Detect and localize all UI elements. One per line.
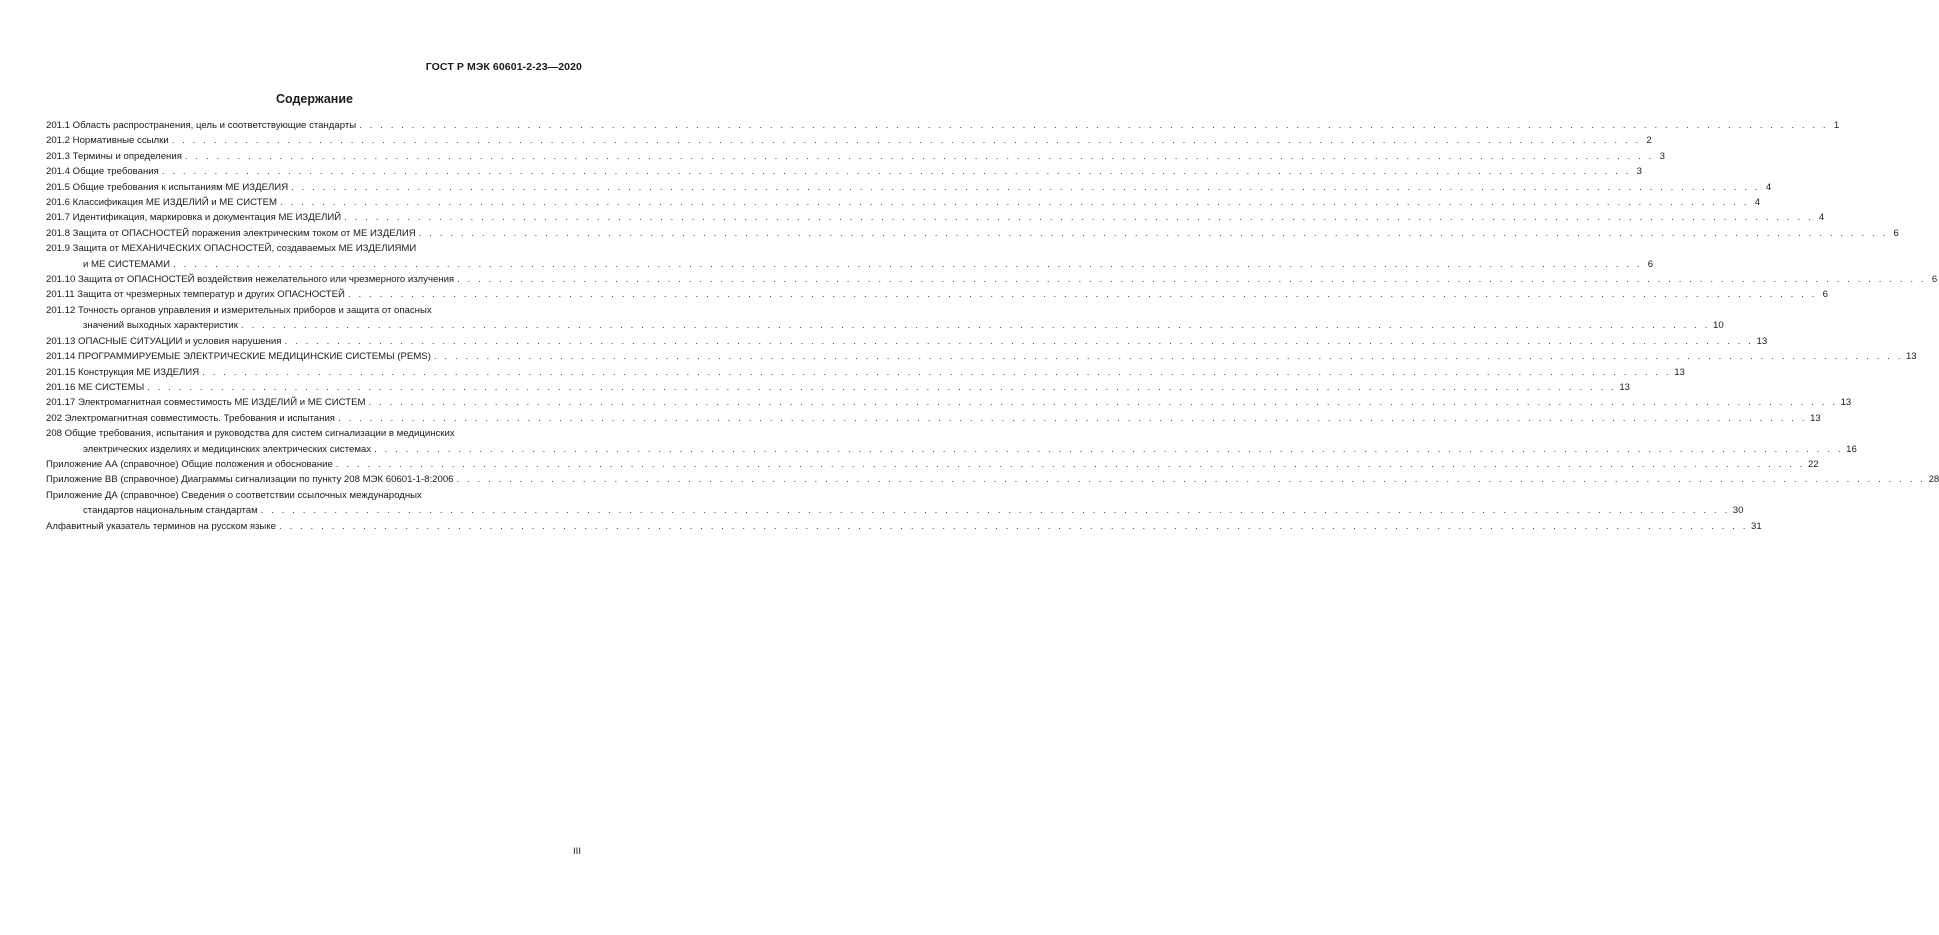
toc-entry-text: 201.10 Защита от ОПАСНОСТЕЙ воздействия нежелательного или чрезмерного излучения [46, 274, 455, 286]
toc-page-number: 13 [1756, 335, 1768, 347]
dot-leader: . . . . . . . . . . . . . . . . . . . . . . . . . . . . . . . . . . . . . . . . . . . . . . . . . . . . . . . . . . . . . . . . . . . . . . . . . . . . . . . . . . . . . . . . . . . . . . . . . . . . . . . . . . . . . . . . . . . . . . . . . . . . . . . . . . . . . . . . . . . . [418, 227, 1888, 239]
toc-entry-text: Алфавитный указатель терминов на русском языке [46, 520, 276, 532]
dot-leader: . . . . . . . . . . . . . . . . . . . . . . . . . . . . . . . . . . . . . . . . . . . . . . . . . . . . . . . . . . . . . . . . . . . . . . . . . . . . . . . . . . . . . . . . . . . . . . . . . . . . . . . . . . . . . . . . . . . . . . . . . . . . . . . . . . . . . . . . . . . . [202, 366, 1672, 378]
toc-page-number: 31 [1751, 520, 1762, 532]
toc-entry [46, 133, 1652, 148]
toc-entry-text: значений выходных характеристик [83, 320, 238, 332]
toc-entry [46, 303, 1724, 334]
toc-entry-text: 201.6 Классификация МЕ ИЗДЕЛИЙ и МЕ СИСТЕМ [46, 197, 278, 209]
toc-entry [46, 180, 1772, 195]
toc-entry [46, 380, 1630, 395]
dot-leader: . . . . . . . . . . . . . . . . . . . . . . . . . . . . . . . . . . . . . . . . . . . . . . . . . . . . . . . . . . . . . . . . . . . . . . . . . . . . . . . . . . . . . . . . . . . . . . . . . . . . . . . . . . . . . . . . . . . . . . . . . . . . . . . . . . . . . . . . . . . . [184, 150, 1654, 162]
dot-leader: . . . . . . . . . . . . . . . . . . . . . . . . . . . . . . . . . . . . . . . . . . . . . . . . . . . . . . . . . . . . . . . . . . . . . . . . . . . . . . . . . . . . . . . . . . . . . . . . . . . . . . . . . . . . . . . . . . . . . . . . . . . . . . . . . . . . . . . . . . . . [368, 397, 1838, 409]
toc-entry-text: 201.5 Общие требования к испытаниям МЕ ИЗДЕЛИЯ [46, 181, 289, 193]
dot-leader: . . . . . . . . . . . . . . . . . . . . . . . . . . . . . . . . . . . . . . . . . . . . . . . . . . . . . . . . . . . . . . . . . . . . . . . . . . . . . . . . . . . . . . . . . . . . . . . . . . . . . . . . . . . . . . . . . . . . . . . . . . . . . . . . . . . . . . . . . . . . [338, 412, 1808, 424]
toc-page-number: 13 [1840, 397, 1852, 409]
dot-leader: . . . . . . . . . . . . . . . . . . . . . . . . . . . . . . . . . . . . . . . . . . . . . . . . . . . . . . . . . . . . . . . . . . . . . . . . . . . . . . . . . . . . . . . . . . . . . . . . . . . . . . . . . . . . . . . . . . . . . . . . . . . . . . . . . . . . . . . . . . . . [284, 335, 1754, 347]
dot-leader: . . . . . . . . . . . . . . . . . . . . . . . . . . . . . . . . . . . . . . . . . . . . . . . . . . . . . . . . . . . . . . . . . . . . . . . . . . . . . . . . . . . . . . . . . . . . . . . . . . . . . . . . . . . . . . . . . . . . . . . . . . . . . . . . . . . . . . . . . . . . [335, 458, 1805, 470]
toc-entry [46, 149, 1665, 164]
toc-page-number: 13 [1674, 366, 1685, 378]
toc-entry-text: 202 Электромагнитная совместимость. Требования и испытания [46, 412, 335, 424]
toc-entry-text: 201.1 Область распространения, цель и соответствующие стандарты [46, 120, 357, 131]
toc-entry-text: 208 Общие требования, испытания и руководства для систем сигнализации в медицинских [46, 428, 455, 440]
toc-entry [46, 195, 1761, 210]
toc-entry [46, 164, 1642, 179]
toc-entry-text: 201.13 ОПАСНЫЕ СИТУАЦИИ и условия нарушения [46, 335, 282, 347]
toc-entry [46, 334, 1768, 349]
toc-page-number: 16 [1846, 443, 1857, 455]
toc-entry-text: Приложение ДА (справочное) Сведения о соответствии ссылочных международных [46, 489, 422, 501]
dot-leader: . . . . . . . . . . . . . . . . . . . . . . . . . . . . . . . . . . . . . . . . . . . . . . . . . . . . . . . . . . . . . . . . . . . . . . . . . . . . . . . . . . . . . . . . . . . . . . . . . . . . . . . . . . . . . . . . . . . . . . . . . . . . . . . . . . . . . . . . . . . . [374, 443, 1844, 455]
toc-page-number: 13 [1810, 412, 1821, 424]
toc-page-number: 28 [1928, 474, 1939, 486]
toc-entry-text: 201.17 Электромагнитная совместимость МЕ ИЗДЕЛИЙ и МЕ СИСТЕМ [46, 397, 366, 409]
toc-entry-text: 201.8 Защита от ОПАСНОСТЕЙ поражения электрическим током от МЕ ИЗДЕЛИЯ [46, 227, 416, 239]
toc-page-number: 13 [1619, 381, 1630, 393]
dot-leader: . . . . . . . . . . . . . . . . . . . . . . . . . . . . . . . . . . . . . . . . . . . . . . . . . . . . . . . . . . . . . . . . . . . . . . . . . . . . . . . . . . . . . . . . . . . . . . . . . . . . . . . . . . . . . . . . . . . . . . . . . . . . . . . . . . . . . . . . . . . . [260, 505, 1730, 517]
toc-page-number: 6 [1822, 289, 1828, 301]
toc-entry [46, 365, 1685, 380]
toc-page-number: 4 [1754, 197, 1761, 209]
toc-entry [46, 241, 1654, 272]
toc-entry [46, 287, 1828, 302]
toc-entry-text: Приложение АА (справочное) Общие положения и обоснование [46, 458, 333, 470]
document-code: ГОСТ Р МЭК 60601-2-23—2020 [425, 61, 582, 73]
toc-entry [46, 272, 1938, 287]
toc-title: Содержание [275, 92, 353, 106]
toc-entry-text: 201.12 Точность органов управления и измерительных приборов и защита от опасных [46, 304, 432, 316]
dot-leader: . . . . . . . . . . . . . . . . . . . . . . . . . . . . . . . . . . . . . . . . . . . . . . . . . . . . . . . . . . . . . . . . . . . . . . . . . . . . . . . . . . . . . . . . . . . . . . . . . . . . . . . . . . . . . . . . . . . . . . . . . . . . . . . . . . . . . . . . . . . . [161, 166, 1631, 178]
toc-page-number: 2 [1646, 135, 1652, 147]
dot-leader: . . . . . . . . . . . . . . . . . . . . . . . . . . . . . . . . . . . . . . . . . . . . . . . . . . . . . . . . . . . . . . . . . . . . . . . . . . . . . . . . . . . . . . . . . . . . . . . . . . . . . . . . . . . . . . . . . . . . . . . . . . . . . . . . . . . . . . . . . . . . [291, 181, 1761, 193]
toc-entry-text: 201.16 МЕ СИСТЕМЫ [46, 381, 145, 393]
toc-page-number: 3 [1636, 166, 1642, 178]
toc-entry-text: 201.7 Идентификация, маркировка и документация МЕ ИЗДЕЛИЙ [46, 212, 342, 224]
toc-entry-text: 201.15 Конструкция МЕ ИЗДЕЛИЯ [46, 366, 200, 378]
dot-leader: . . . . . . . . . . . . . . . . . . . . . . . . . . . . . . . . . . . . . . . . . . . . . . . . . . . . . . . . . . . . . . . . . . . . . . . . . . . . . . . . . . . . . . . . . . . . . . . . . . . . . . . . . . . . . . . . . . . . . . . . . . . . . . . . . . . . . . . . . . . . [280, 197, 1750, 209]
toc-entry-text: 201.3 Термины и определения [46, 150, 182, 162]
toc-entry [46, 519, 1762, 534]
toc-entry [46, 210, 1825, 225]
toc-entry-text: и МЕ СИСТЕМАМИ [83, 258, 171, 270]
toc-page-number: 4 [1818, 212, 1825, 224]
toc-entry [46, 457, 1819, 472]
toc-page-number: 6 [1647, 258, 1654, 270]
dot-leader: . . . . . . . . . . . . . . . . . . . . . . . . . . . . . . . . . . . . . . . . . . . . . . . . . . . . . . . . . . . . . . . . . . . . . . . . . . . . . . . . . . . . . . . . . . . . . . . . . . . . . . . . . . . . . . . . . . . . . . . . . . . . . . . . . . . . . . . . . . . . [433, 351, 1903, 363]
toc-entry [46, 395, 1852, 410]
toc-entry-text: 201.11 Защита от чрезмерных температур и других ОПАСНОСТЕЙ [46, 289, 345, 301]
toc-page-number: 10 [1713, 320, 1724, 332]
toc-entry [46, 488, 1744, 519]
toc-entry [46, 472, 1939, 487]
toc-entry-text: 201.14 ПРОГРАММИРУЕМЫЕ ЭЛЕКТРИЧЕСКИЕ МЕДИЦИНСКИЕ СИСТЕМЫ (PEMS) [46, 351, 431, 363]
toc-page-number: 1 [1833, 120, 1840, 131]
toc-entry [46, 349, 1917, 364]
dot-leader: . . . . . . . . . . . . . . . . . . . . . . . . . . . . . . . . . . . . . . . . . . . . . . . . . . . . . . . . . . . . . . . . . . . . . . . . . . . . . . . . . . . . . . . . . . . . . . . . . . . . . . . . . . . . . . . . . . . . . . . . . . . . . . . . . . . . . . . . . . . . [171, 135, 1641, 147]
toc-entry [46, 226, 1899, 241]
toc-entry-text: 201.2 Нормативные ссылки [46, 135, 169, 147]
dot-leader: . . . . . . . . . . . . . . . . . . . . . . . . . . . . . . . . . . . . . . . . . . . . . . . . . . . . . . . . . . . . . . . . . . . . . . . . . . . . . . . . . . . . . . . . . . . . . . . . . . . . . . . . . . . . . . . . . . . . . . . . . . . . . . . . . . . . . . . . . . . . [359, 120, 1829, 131]
dot-leader: . . . . . . . . . . . . . . . . . . . . . . . . . . . . . . . . . . . . . . . . . . . . . . . . . . . . . . . . . . . . . . . . . . . . . . . . . . . . . . . . . . . . . . . . . . . . . . . . . . . . . . . . . . . . . . . . . . . . . . . . . . . . . . . . . . . . . . . . . . . . [240, 320, 1711, 332]
toc-entry-text: Приложение ВВ (справочное) Диаграммы сигнализации по пункту 208 МЭК 60601-1-8:2006 [46, 474, 454, 486]
dot-leader: . . . . . . . . . . . . . . . . . . . . . . . . . . . . . . . . . . . . . . . . . . . . . . . . . . . . . . . . . . . . . . . . . . . . . . . . . . . . . . . . . . . . . . . . . . . . . . . . . . . . . . . . . . . . . . . . . . . . . . . . . . . . . . . . . . . . . . . . . . . . [278, 520, 1749, 532]
toc-entry-text: стандартов национальным стандартам [83, 505, 258, 517]
dot-leader: . . . . . . . . . . . . . . . . . . . . . . . . . . . . . . . . . . . . . . . . . . . . . . . . . . . . . . . . . . . . . . . . . . . . . . . . . . . . . . . . . . . . . . . . . . . . . . . . . . . . . . . . . . . . . . . . . . . . . . . . . . . . . . . . . . . . . . . . . . . . [457, 274, 1927, 286]
dot-leader: . . . . . . . . . . . . . . . . . . . . . . . . . . . . . . . . . . . . . . . . . . . . . . . . . . . . . . . . . . . . . . . . . . . . . . . . . . . . . . . . . . . . . . . . . . . . . . . . . . . . . . . . . . . . . . . . . . . . . . . . . . . . . . . . . . . . . . . . . . . . [173, 258, 1643, 270]
dot-leader: . . . . . . . . . . . . . . . . . . . . . . . . . . . . . . . . . . . . . . . . . . . . . . . . . . . . . . . . . . . . . . . . . . . . . . . . . . . . . . . . . . . . . . . . . . . . . . . . . . . . . . . . . . . . . . . . . . . . . . . . . . . . . . . . . . . . . . . . . . . . [344, 212, 1814, 224]
table-of-contents [46, 118, 1939, 534]
toc-page-number: 3 [1659, 150, 1665, 162]
toc-page-number: 6 [1893, 227, 1899, 239]
toc-page-number: 4 [1765, 181, 1772, 193]
toc-page-number: 6 [1931, 274, 1938, 286]
toc-entry-text: 201.4 Общие требования [46, 166, 159, 178]
toc-entry [46, 426, 1857, 457]
dot-leader: . . . . . . . . . . . . . . . . . . . . . . . . . . . . . . . . . . . . . . . . . . . . . . . . . . . . . . . . . . . . . . . . . . . . . . . . . . . . . . . . . . . . . . . . . . . . . . . . . . . . . . . . . . . . . . . . . . . . . . . . . . . . . . . . . . . . . . . . . . . . [456, 474, 1926, 486]
toc-page-number: 22 [1807, 458, 1819, 470]
page-folio: III [573, 846, 581, 857]
toc-page-number: 30 [1732, 505, 1744, 517]
dot-leader: . . . . . . . . . . . . . . . . . . . . . . . . . . . . . . . . . . . . . . . . . . . . . . . . . . . . . . . . . . . . . . . . . . . . . . . . . . . . . . . . . . . . . . . . . . . . . . . . . . . . . . . . . . . . . . . . . . . . . . . . . . . . . . . . . . . . . . . . . . . . [147, 381, 1617, 393]
toc-entry-text: 201.9 Защита от МЕХАНИЧЕСКИХ ОПАСНОСТЕЙ, создаваемых МЕ ИЗДЕЛИЯМИ [46, 243, 417, 255]
toc-entry-text: электрических изделиях и медицинских электрических системах [83, 443, 372, 455]
toc-entry [46, 118, 1840, 133]
toc-page-number: 13 [1905, 351, 1917, 363]
toc-entry [46, 411, 1821, 426]
dot-leader: . . . . . . . . . . . . . . . . . . . . . . . . . . . . . . . . . . . . . . . . . . . . . . . . . . . . . . . . . . . . . . . . . . . . . . . . . . . . . . . . . . . . . . . . . . . . . . . . . . . . . . . . . . . . . . . . . . . . . . . . . . . . . . . . . . . . . . . . . . . . [347, 289, 1817, 301]
